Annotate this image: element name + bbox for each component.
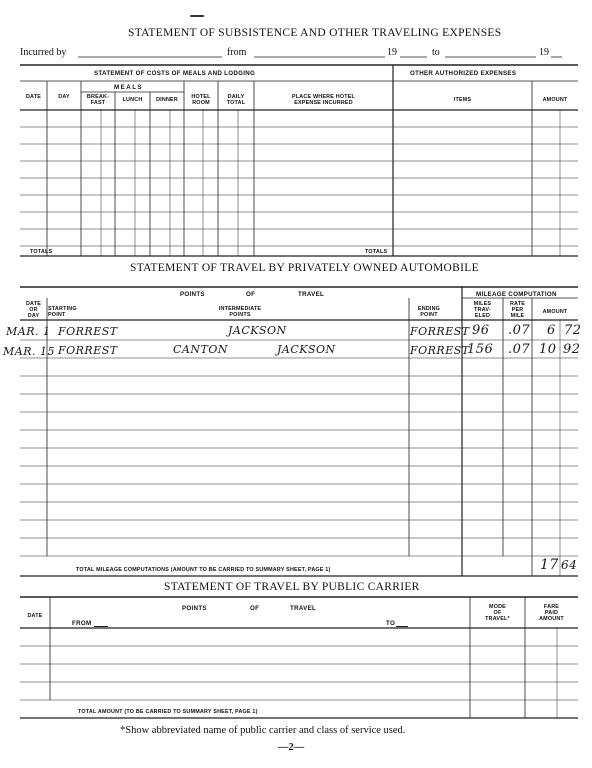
auto-col-starting: STARTING POINT — [48, 306, 77, 318]
col-day: DAY — [58, 94, 70, 100]
row1-cents: 72 — [564, 323, 582, 338]
carrier-to-label: TO — [386, 620, 396, 627]
carrier-from-underline — [94, 626, 108, 627]
row2-date: MAR. 15 — [3, 345, 55, 358]
row2-start: FORREST — [58, 344, 118, 357]
incurred-by-label: Incurred by — [20, 47, 67, 58]
col-items: ITEMS — [453, 97, 472, 103]
carrier-from-label: FROM — [72, 620, 92, 627]
row1-end: FORREST — [410, 325, 470, 338]
mileage-computation-label: MILEAGE COMPUTATION — [476, 291, 557, 298]
row1-start: FORREST — [58, 325, 118, 338]
auto-of-label: OF — [246, 291, 256, 298]
auto-section-title: STATEMENT OF TRAVEL BY PRIVATELY OWNED AUTOMOBILE — [130, 262, 479, 274]
col-amount: AMOUNT — [542, 97, 568, 103]
footnote: *Show abbreviated name of public carrier and class of service used. — [120, 725, 406, 736]
total-mileage-cents: 64 — [561, 558, 578, 572]
carrier-section-title: STATEMENT OF TRAVEL BY PUBLIC CARRIER — [164, 581, 420, 593]
col-breakfast: BREAK- FAST — [86, 94, 110, 106]
row1-dollars: 6 — [547, 323, 556, 338]
col-hotel-room: HOTEL ROOM — [191, 94, 211, 106]
total-mileage-dollars: 17 — [540, 557, 559, 573]
row2-dollars: 10 — [539, 342, 557, 357]
carrier-col-mode: MODE OF TRAVEL* — [485, 604, 510, 622]
col-daily-total: DAILY TOTAL — [226, 94, 246, 106]
row2-intermediate-1: CANTON — [173, 343, 228, 356]
carrier-travel-label: TRAVEL — [290, 605, 317, 612]
to-label: to — [432, 47, 440, 58]
year-label-2: 19 — [539, 47, 549, 58]
from-label: from — [227, 47, 247, 58]
auto-col-date: DATE OR DAY — [25, 301, 42, 319]
carrier-to-underline — [396, 626, 408, 627]
row2-rate: .07 — [508, 342, 531, 357]
carrier-col-date: DATE — [27, 613, 43, 619]
row2-cents: 92 — [563, 342, 581, 357]
form-title: STATEMENT OF SUBSISTENCE AND OTHER TRAVELING EXPENSES — [128, 27, 502, 39]
row1-intermediate: JACKSON — [228, 324, 287, 337]
meals-label: MEALS — [114, 84, 144, 91]
carrier-total-label: TOTAL AMOUNT (TO BE CARRIED TO SUMMARY SHEET, PAGE 1) — [78, 709, 258, 715]
row2-miles: 156 — [467, 342, 494, 357]
total-mileage-label: TOTAL MILEAGE COMPUTATIONS (AMOUNT TO BE CARRIED TO SUMMARY SHEET, PAGE 1) — [76, 567, 331, 573]
auto-col-rate: RATE PER MILE — [509, 301, 526, 319]
other-expenses-title: OTHER AUTHORIZED EXPENSES — [410, 70, 517, 77]
auto-travel-label: TRAVEL — [298, 291, 325, 298]
carrier-of-label: OF — [250, 605, 260, 612]
carrier-col-fare: FARE PAID AMOUNT — [539, 604, 564, 622]
carrier-points-label: POINTS — [182, 605, 207, 612]
row1-rate: .07 — [508, 323, 531, 338]
col-place: PLACE WHERE HOTEL EXPENSE INCURRED — [292, 94, 355, 106]
auto-points-label: POINTS — [180, 291, 205, 298]
row1-miles: 96 — [472, 323, 490, 338]
page-number: —2— — [278, 742, 305, 753]
totals-left: TOTALS — [30, 249, 53, 255]
row2-end: FORREST — [410, 344, 470, 357]
row2-intermediate-2: JACKSON — [277, 343, 336, 356]
col-date: DATE — [25, 94, 42, 100]
row1-date: MAR. 1 — [6, 325, 51, 338]
auto-col-miles: MILES TRAV- ELED — [473, 301, 492, 319]
year-label-1: 19 — [387, 47, 397, 58]
top-mark — [190, 15, 204, 17]
auto-col-ending: ENDING POINT — [417, 306, 441, 318]
col-lunch: LUNCH — [122, 97, 143, 103]
col-dinner: DINNER — [156, 97, 178, 103]
meals-section-title: STATEMENT OF COSTS OF MEALS AND LODGING — [94, 70, 256, 77]
auto-col-intermediate: INTERMEDIATE POINTS — [218, 306, 262, 318]
totals-right: TOTALS — [365, 249, 388, 255]
auto-col-amount: AMOUNT — [542, 309, 568, 315]
